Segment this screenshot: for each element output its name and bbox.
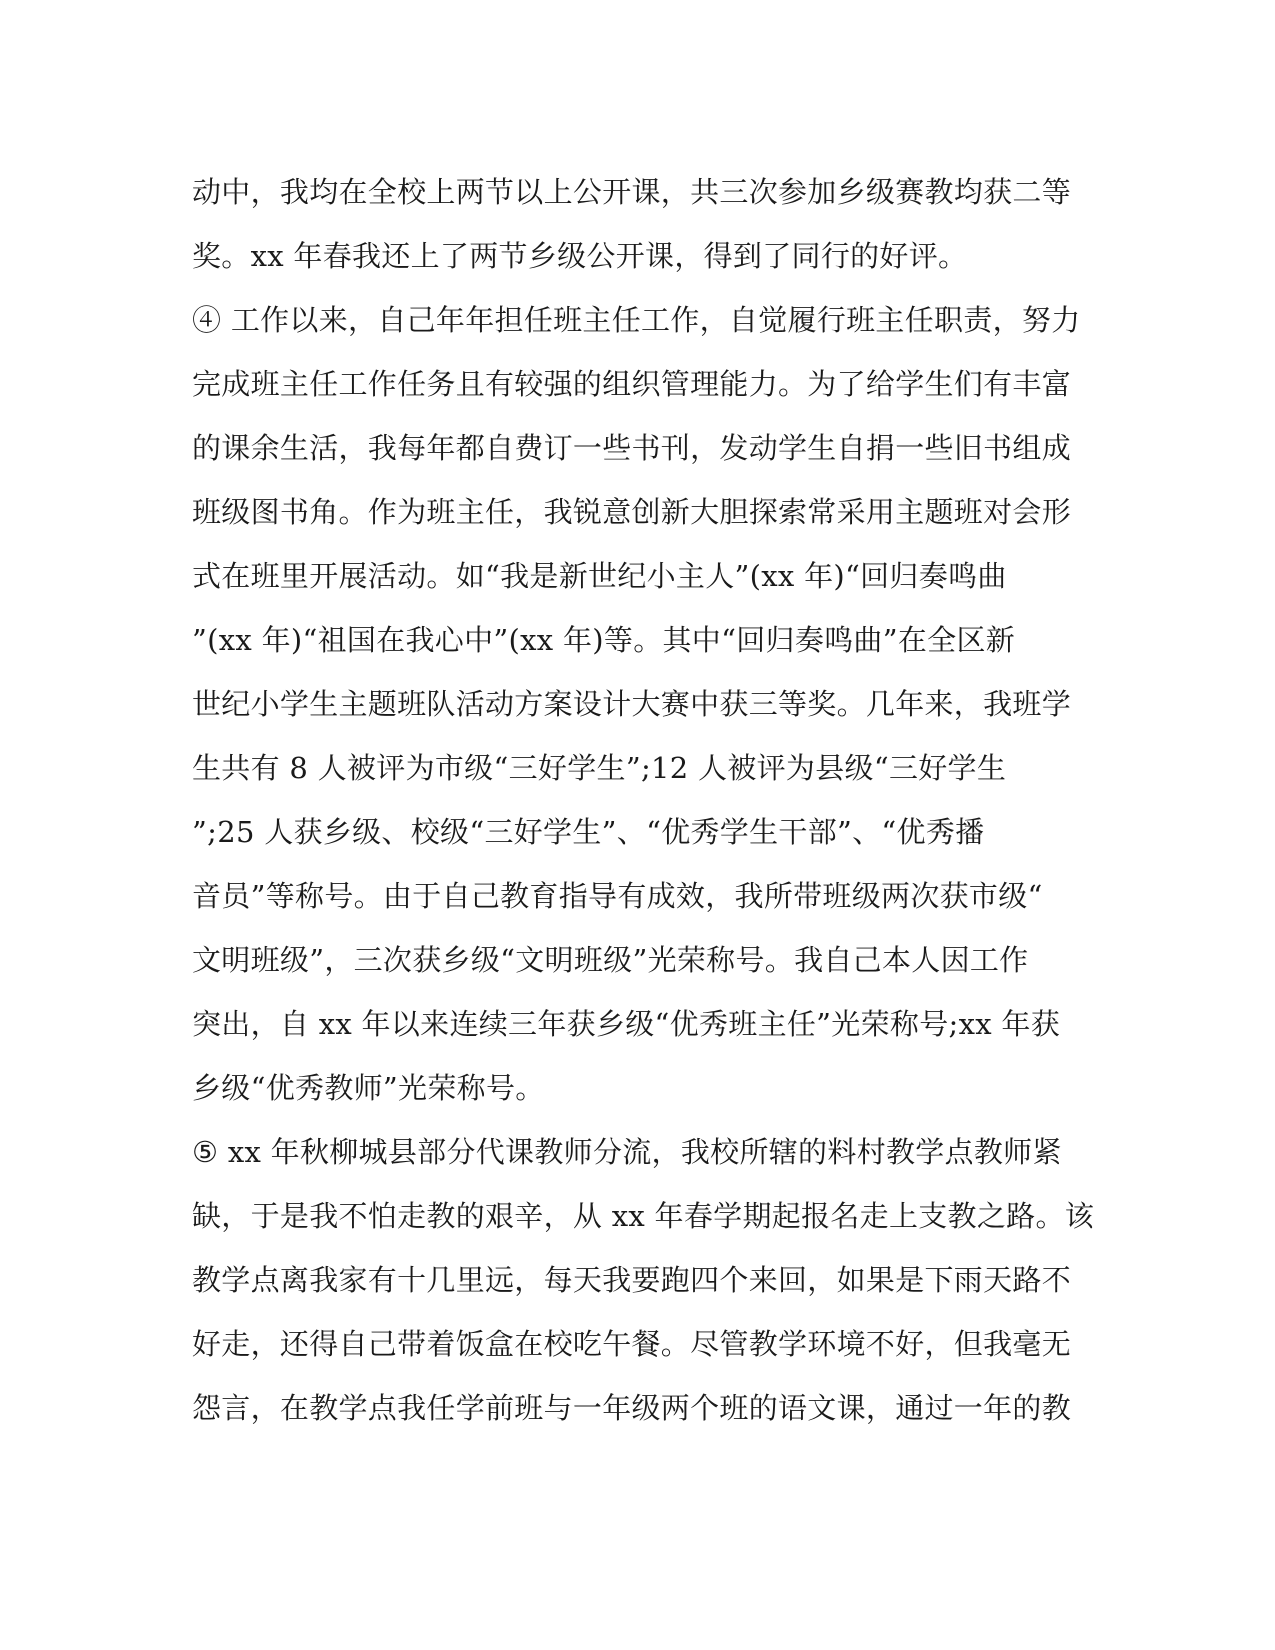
text-line: 班级图书角。作为班主任，我锐意创新大胆探索常采用主题班对会形 [192, 495, 1072, 529]
text-line: 的课余生活，我每年都自费订一些书刊，发动学生自捐一些旧书组成 [192, 431, 1072, 465]
text-line: 奖。xx 年春我还上了两节乡级公开课，得到了同行的好评。 [192, 239, 968, 273]
text-line: ”(xx 年)“祖国在我心中”(xx 年)等。其中“回归奏鸣曲”在全区新 [192, 623, 1016, 657]
text-line: 好走，还得自己带着饭盒在校吃午餐。尽管教学环境不好，但我毫无 [192, 1327, 1072, 1361]
text-line: ④ 工作以来，自己年年担任班主任工作，自觉履行班主任职责，努力 [192, 303, 1081, 337]
text-line: 教学点离我家有十几里远，每天我要跑四个来回，如果是下雨天路不 [192, 1263, 1072, 1297]
text-line: 生共有 8 人被评为市级“三好学生”;12 人被评为县级“三好学生 [192, 751, 1007, 785]
text-line: ”;25 人获乡级、校级“三好学生”、“优秀学生干部”、“优秀播 [192, 815, 985, 849]
text-line: 怨言，在教学点我任学前班与一年级两个班的语文课，通过一年的教 [192, 1391, 1072, 1425]
text-line: 音员”等称号。由于自己教育指导有成效，我所带班级两次获市级“ [192, 879, 1043, 913]
text-line: 世纪小学生主题班队活动方案设计大赛中获三等奖。几年来，我班学 [192, 687, 1072, 721]
text-line: 式在班里开展活动。如“我是新世纪小主人”(xx 年)“回归奏鸣曲 [192, 559, 1007, 593]
text-line: 缺，于是我不怕走教的艰辛，从 xx 年春学期起报名走上支教之路。该 [192, 1199, 1095, 1233]
text-line: 动中，我均在全校上两节以上公开课，共三次参加乡级赛教均获二等 [192, 175, 1072, 209]
text-line: 乡级“优秀教师”光荣称号。 [192, 1071, 545, 1105]
text-line: 突出，自 xx 年以来连续三年获乡级“优秀班主任”光荣称号;xx 年获 [192, 1007, 1060, 1041]
text-line: 文明班级”，三次获乡级“文明班级”光荣称号。我自己本人因工作 [192, 943, 1029, 977]
text-line: ⑤ xx 年秋柳城县部分代课教师分流，我校所辖的料村教学点教师紧 [192, 1135, 1062, 1169]
text-line: 完成班主任工作任务且有较强的组织管理能力。为了给学生们有丰富 [192, 367, 1072, 401]
body-text [192, 160, 1095, 1440]
